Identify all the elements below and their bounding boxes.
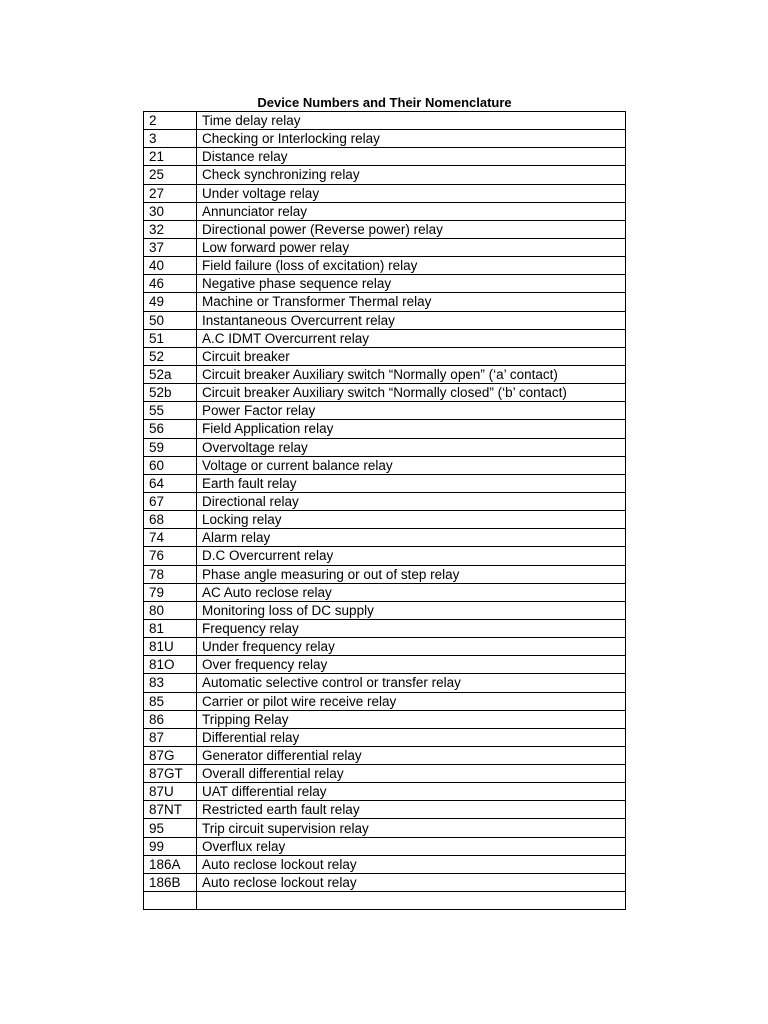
nomenclature-cell: Phase angle measuring or out of step relay — [197, 565, 626, 583]
table-row — [144, 837, 626, 855]
table-row — [144, 311, 626, 329]
device-number-cell: 79 — [144, 583, 197, 601]
table-row — [144, 384, 626, 402]
nomenclature-cell: Machine or Transformer Thermal relay — [197, 293, 626, 311]
page-title: Device Numbers and Their Nomenclature — [257, 95, 512, 110]
table-row — [144, 547, 626, 565]
table-row — [144, 220, 626, 238]
device-number-cell: 59 — [144, 438, 197, 456]
device-number-cell: 186B — [144, 873, 197, 891]
device-number-cell: 99 — [144, 837, 197, 855]
table-row — [144, 601, 626, 619]
nomenclature-cell: Over frequency relay — [197, 656, 626, 674]
table-row — [144, 238, 626, 256]
table-row — [144, 438, 626, 456]
table-row — [144, 801, 626, 819]
device-number-cell: 64 — [144, 474, 197, 492]
table-row — [144, 728, 626, 746]
nomenclature-cell: Locking relay — [197, 511, 626, 529]
table-row — [144, 456, 626, 474]
table-row — [144, 746, 626, 764]
nomenclature-cell: Under frequency relay — [197, 638, 626, 656]
nomenclature-cell: Negative phase sequence relay — [197, 275, 626, 293]
nomenclature-cell: Check synchronizing relay — [197, 166, 626, 184]
device-number-cell: 25 — [144, 166, 197, 184]
nomenclature-cell: Circuit breaker Auxiliary switch “Normally closed” (‘b’ contact) — [197, 384, 626, 402]
nomenclature-cell: Time delay relay — [197, 112, 626, 130]
table-row — [144, 638, 626, 656]
nomenclature-cell: Overvoltage relay — [197, 438, 626, 456]
table-row — [144, 674, 626, 692]
device-number-cell: 85 — [144, 692, 197, 710]
nomenclature-cell: Field failure (loss of excitation) relay — [197, 257, 626, 275]
nomenclature-cell: Overall differential relay — [197, 765, 626, 783]
nomenclature-cell: Auto reclose lockout relay — [197, 873, 626, 891]
nomenclature-cell: Trip circuit supervision relay — [197, 819, 626, 837]
table-row — [144, 583, 626, 601]
device-number-table — [143, 111, 626, 910]
table-row — [144, 492, 626, 510]
device-number-cell: 87NT — [144, 801, 197, 819]
nomenclature-cell: Voltage or current balance relay — [197, 456, 626, 474]
device-number-cell: 49 — [144, 293, 197, 311]
device-number-cell: 80 — [144, 601, 197, 619]
nomenclature-cell: Differential relay — [197, 728, 626, 746]
nomenclature-cell: Instantaneous Overcurrent relay — [197, 311, 626, 329]
device-number-cell: 87U — [144, 783, 197, 801]
device-number-cell: 74 — [144, 529, 197, 547]
nomenclature-cell: Tripping Relay — [197, 710, 626, 728]
table-row — [144, 275, 626, 293]
device-number-cell: 86 — [144, 710, 197, 728]
table-row — [144, 819, 626, 837]
nomenclature-cell: Circuit breaker Auxiliary switch “Normally open” (‘a’ contact) — [197, 365, 626, 383]
table-row — [144, 565, 626, 583]
device-number-cell: 2 — [144, 112, 197, 130]
table-row — [144, 420, 626, 438]
table-row — [144, 656, 626, 674]
nomenclature-cell: UAT differential relay — [197, 783, 626, 801]
device-number-cell: 52a — [144, 365, 197, 383]
nomenclature-cell: AC Auto reclose relay — [197, 583, 626, 601]
nomenclature-cell: Directional power (Reverse power) relay — [197, 220, 626, 238]
table-row — [144, 765, 626, 783]
nomenclature-cell: Directional relay — [197, 492, 626, 510]
table-row — [144, 184, 626, 202]
nomenclature-cell: Earth fault relay — [197, 474, 626, 492]
nomenclature-cell — [197, 892, 626, 910]
table-row — [144, 257, 626, 275]
device-number-cell: 87G — [144, 746, 197, 764]
table-row — [144, 710, 626, 728]
table-row — [144, 692, 626, 710]
table-row — [144, 130, 626, 148]
device-number-cell: 55 — [144, 402, 197, 420]
table-row — [144, 511, 626, 529]
table-row — [144, 855, 626, 873]
table-row — [144, 329, 626, 347]
nomenclature-cell: A.C IDMT Overcurrent relay — [197, 329, 626, 347]
table-row — [144, 892, 626, 910]
table-body — [144, 112, 626, 910]
nomenclature-cell: Annunciator relay — [197, 202, 626, 220]
nomenclature-cell: Distance relay — [197, 148, 626, 166]
nomenclature-cell: Monitoring loss of DC supply — [197, 601, 626, 619]
table-row — [144, 166, 626, 184]
device-number-cell: 87 — [144, 728, 197, 746]
table-row — [144, 293, 626, 311]
device-number-cell: 87GT — [144, 765, 197, 783]
device-number-cell: 32 — [144, 220, 197, 238]
device-number-cell: 50 — [144, 311, 197, 329]
nomenclature-cell: D.C Overcurrent relay — [197, 547, 626, 565]
table-row — [144, 474, 626, 492]
device-number-cell: 30 — [144, 202, 197, 220]
device-number-cell: 76 — [144, 547, 197, 565]
device-number-cell: 37 — [144, 238, 197, 256]
device-number-cell: 51 — [144, 329, 197, 347]
nomenclature-cell: Restricted earth fault relay — [197, 801, 626, 819]
nomenclature-cell: Power Factor relay — [197, 402, 626, 420]
device-number-cell: 81U — [144, 638, 197, 656]
device-number-cell: 78 — [144, 565, 197, 583]
nomenclature-cell: Field Application relay — [197, 420, 626, 438]
device-number-cell: 52 — [144, 347, 197, 365]
nomenclature-cell: Generator differential relay — [197, 746, 626, 764]
device-number-cell: 67 — [144, 492, 197, 510]
device-number-cell: 81O — [144, 656, 197, 674]
device-number-cell: 21 — [144, 148, 197, 166]
nomenclature-cell: Overflux relay — [197, 837, 626, 855]
device-number-cell: 27 — [144, 184, 197, 202]
table-row — [144, 148, 626, 166]
nomenclature-cell: Checking or Interlocking relay — [197, 130, 626, 148]
nomenclature-cell: Carrier or pilot wire receive relay — [197, 692, 626, 710]
nomenclature-cell: Auto reclose lockout relay — [197, 855, 626, 873]
device-number-cell: 3 — [144, 130, 197, 148]
table-row — [144, 112, 626, 130]
device-number-cell: 95 — [144, 819, 197, 837]
table-row — [144, 619, 626, 637]
table-row — [144, 365, 626, 383]
device-number-cell: 46 — [144, 275, 197, 293]
device-number-cell: 40 — [144, 257, 197, 275]
device-number-cell: 83 — [144, 674, 197, 692]
nomenclature-cell: Low forward power relay — [197, 238, 626, 256]
device-number-cell: 81 — [144, 619, 197, 637]
nomenclature-cell: Alarm relay — [197, 529, 626, 547]
device-number-cell: 60 — [144, 456, 197, 474]
device-number-cell: 186A — [144, 855, 197, 873]
device-number-cell: 56 — [144, 420, 197, 438]
table-row — [144, 529, 626, 547]
nomenclature-cell: Frequency relay — [197, 619, 626, 637]
nomenclature-cell: Automatic selective control or transfer relay — [197, 674, 626, 692]
device-number-cell: 52b — [144, 384, 197, 402]
device-number-cell — [144, 892, 197, 910]
table-row — [144, 402, 626, 420]
table-row — [144, 783, 626, 801]
nomenclature-cell: Circuit breaker — [197, 347, 626, 365]
table-row — [144, 202, 626, 220]
device-number-cell: 68 — [144, 511, 197, 529]
table-row — [144, 873, 626, 891]
nomenclature-cell: Under voltage relay — [197, 184, 626, 202]
table-row — [144, 347, 626, 365]
